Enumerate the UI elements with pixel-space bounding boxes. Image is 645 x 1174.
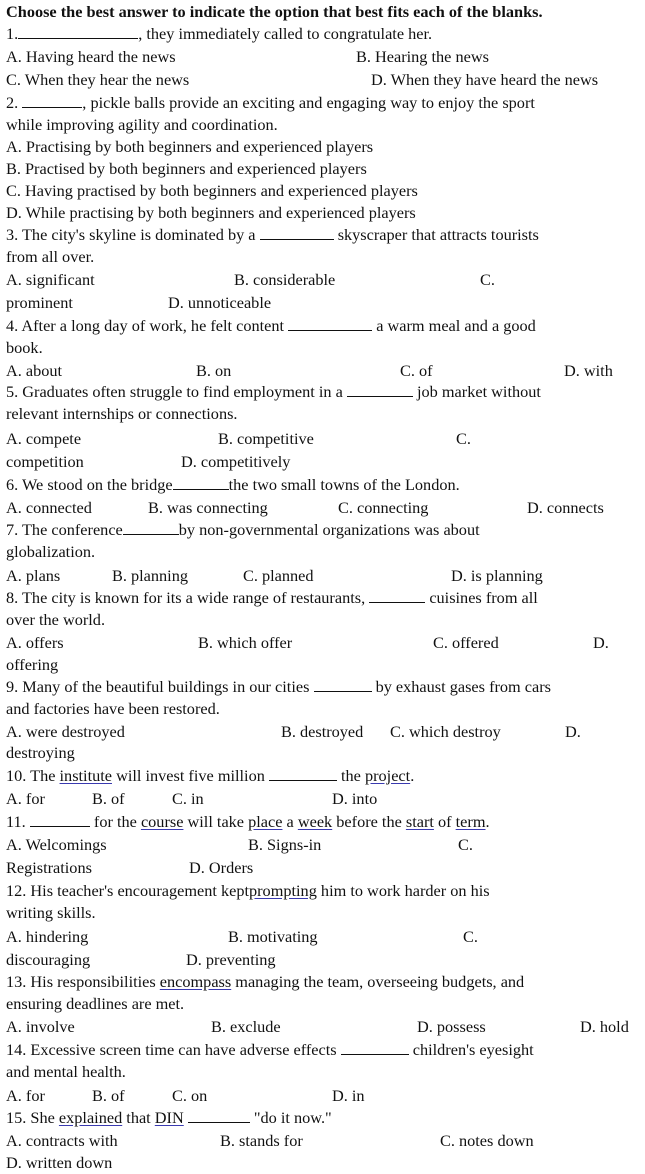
q12-link-prompting[interactable]: prompting: [249, 881, 317, 900]
q12-options-row-1: [6, 926, 645, 948]
q3-option-d[interactable]: D. unnoticeable: [168, 293, 272, 312]
q12-text-line-2: [6, 902, 645, 924]
q8-option-d-text[interactable]: offering: [6, 655, 59, 674]
q9-option-b[interactable]: B. destroyed: [281, 722, 364, 741]
q4-option-a[interactable]: A. about: [6, 361, 63, 380]
q9-option-a[interactable]: A. were destroyed: [6, 722, 125, 741]
q14-text-continued: and mental health.: [6, 1062, 126, 1081]
q3-option-c-text[interactable]: prominent: [6, 293, 73, 312]
q6-option-b[interactable]: B. was connecting: [148, 498, 268, 517]
q10-option-b[interactable]: B. of: [92, 789, 125, 808]
q12-text-continued: writing skills.: [6, 903, 96, 922]
q8-option-b[interactable]: B. which offer: [198, 633, 293, 652]
q3-text-end: skyscraper that attracts tourists: [337, 225, 539, 244]
q6-text: 6. We stood on the bridge: [6, 475, 173, 494]
q15-link-explained[interactable]: explained: [58, 1108, 123, 1127]
q3-option-c[interactable]: C.: [480, 270, 495, 289]
q6-blank[interactable]: [173, 475, 229, 490]
q9-options-row-1: [6, 721, 645, 743]
q2-option-a[interactable]: A. Practising by both beginners and experienced players: [6, 137, 374, 156]
q14-blank[interactable]: [341, 1040, 409, 1055]
q8-text-line-2: [6, 609, 645, 631]
q5-text-line-2: [6, 403, 645, 425]
q15-option-d[interactable]: D. written down: [6, 1153, 113, 1172]
q11-options-row-2: [6, 857, 645, 879]
q13-text-line-2: [6, 993, 645, 1015]
q2-blank[interactable]: [22, 93, 82, 108]
q11-period: .: [485, 812, 490, 831]
question-4: [6, 315, 645, 337]
q12-text: 12. His teacher's encouragement kept: [6, 881, 249, 900]
q11-number: 11.: [6, 812, 26, 831]
q15-option-c[interactable]: C. notes down: [440, 1131, 534, 1150]
q14-option-c[interactable]: C. on: [172, 1086, 208, 1105]
q10-option-d[interactable]: D. into: [332, 789, 378, 808]
q7-blank[interactable]: [123, 520, 179, 535]
question-15: [6, 1107, 645, 1129]
q9-option-d-text[interactable]: destroying: [6, 743, 75, 762]
q5-blank[interactable]: [347, 382, 413, 397]
q2-option-a-row: [6, 136, 645, 158]
q7-text-line-2: [6, 541, 645, 563]
q3-text-line-2: [6, 246, 645, 268]
question-7: [6, 519, 645, 541]
q2-option-c-row: [6, 180, 645, 202]
q6-options: [6, 497, 645, 519]
q4-options: [6, 360, 645, 382]
q15-options-row-2: [6, 1152, 645, 1174]
question-2: [6, 92, 645, 114]
q7-option-a[interactable]: A. plans: [6, 566, 61, 585]
q14-text-line-2: [6, 1061, 645, 1083]
q1-option-c[interactable]: C. When they hear the news: [6, 70, 190, 89]
question-1: [6, 23, 645, 45]
q5-text-continued: relevant internships or connections.: [6, 404, 238, 423]
q8-options-row-1: [6, 632, 645, 654]
q11-option-b[interactable]: B. Signs-in: [248, 835, 322, 854]
q5-option-d[interactable]: D. competitively: [181, 452, 291, 471]
q15-text: 15. She: [6, 1108, 55, 1127]
question-10: [6, 765, 645, 787]
q11-options-row-1: [6, 834, 645, 856]
q5-option-c-text[interactable]: competition: [6, 452, 84, 471]
q11-text-3: a: [286, 812, 294, 831]
q1-options-row-1: [6, 46, 645, 68]
q6-option-d[interactable]: D. connects: [527, 498, 604, 517]
q7-options: [6, 565, 645, 587]
q15-link-din[interactable]: DIN: [154, 1108, 184, 1127]
q1-blank[interactable]: [18, 24, 138, 39]
q10-option-c[interactable]: C. in: [172, 789, 204, 808]
q13-link-encompass[interactable]: encompass: [159, 972, 232, 991]
q7-text-end: by non-governmental organizations was about: [178, 520, 480, 539]
q4-blank[interactable]: [288, 316, 372, 331]
q11-text: for the: [93, 812, 137, 831]
q9-text-line-2: [6, 698, 645, 720]
q5-text: 5. Graduates often struggle to find employment in a: [6, 382, 343, 401]
q11-option-d[interactable]: D. Orders: [189, 858, 254, 877]
q14-text: 14. Excessive screen time can have adverse effects: [6, 1040, 337, 1059]
question-13: [6, 971, 645, 993]
q12-option-b[interactable]: B. motivating: [228, 927, 318, 946]
question-6: [6, 474, 645, 496]
q12-option-c-text[interactable]: discouraging: [6, 950, 91, 969]
q8-text: 8. The city is known for its a wide range of restaurants,: [6, 588, 366, 607]
q13-options: [6, 1016, 645, 1038]
q15-option-a[interactable]: A. contracts with: [6, 1131, 118, 1150]
q13-text-continued: ensuring deadlines are met.: [6, 994, 185, 1013]
q10-blank[interactable]: [269, 766, 337, 781]
q8-option-c[interactable]: C. offered: [433, 633, 499, 652]
q11-text-2: will take: [187, 812, 245, 831]
q3-text-continued: from all over.: [6, 247, 95, 266]
q11-link-course[interactable]: course: [140, 812, 184, 831]
q3-option-b[interactable]: B. considerable: [234, 270, 336, 289]
q4-text-line-2: [6, 337, 645, 359]
q9-option-d[interactable]: D.: [565, 722, 581, 741]
q4-option-b[interactable]: B. on: [196, 361, 232, 380]
q2-option-b-row: [6, 158, 645, 180]
q7-option-c[interactable]: C. planned: [243, 566, 314, 585]
q5-option-b[interactable]: B. competitive: [218, 429, 314, 448]
q2-number: 2.: [6, 93, 19, 112]
q2-option-d[interactable]: D. While practising by both beginners and experienced players: [6, 203, 416, 222]
q2-text: , pickle balls provide an exciting and engaging way to enjoy the sport: [82, 93, 535, 112]
question-14: [6, 1039, 645, 1061]
question-11: [6, 811, 645, 833]
q5-option-c[interactable]: C.: [456, 429, 471, 448]
q7-text-continued: globalization.: [6, 542, 96, 561]
q8-option-d[interactable]: D.: [593, 633, 609, 652]
q13-text: 13. His responsibilities: [6, 972, 156, 991]
q5-option-a[interactable]: A. compete: [6, 429, 82, 448]
q13-text-end: managing the team, overseeing budgets, and: [235, 972, 525, 991]
q2-text-continued: while improving agility and coordination.: [6, 115, 278, 134]
q5-options-row-2: [6, 451, 645, 473]
q6-option-a[interactable]: A. connected: [6, 498, 92, 517]
q2-option-b[interactable]: B. Practised by both beginners and experienced players: [6, 159, 367, 178]
q14-option-b[interactable]: B. of: [92, 1086, 125, 1105]
q6-text-end: the two small towns of the London.: [228, 475, 460, 494]
q3-options-row-1: [6, 269, 645, 291]
q14-text-end: children's eyesight: [412, 1040, 534, 1059]
q4-text-end: a warm meal and a good: [376, 316, 536, 335]
q7-option-b[interactable]: B. planning: [112, 566, 188, 585]
question-8: [6, 587, 645, 609]
q3-options-row-2: [6, 292, 645, 314]
q7-option-d[interactable]: D. is planning: [451, 566, 543, 585]
question-5: [6, 381, 645, 403]
q12-option-c[interactable]: C.: [463, 927, 478, 946]
question-12: [6, 880, 645, 902]
q12-option-a[interactable]: A. hindering: [6, 927, 89, 946]
q14-options: [6, 1085, 645, 1107]
q1-option-d[interactable]: D. When they have heard the news: [371, 70, 599, 89]
q10-text-after: the: [341, 766, 361, 785]
q11-option-a[interactable]: A. Welcomings: [6, 835, 107, 854]
q8-text-end: cuisines from all: [429, 588, 538, 607]
q12-text-end: him to work harder on his: [320, 881, 490, 900]
q1-number: 1.: [6, 24, 19, 43]
q10-link-institute[interactable]: institute: [59, 766, 112, 785]
q2-option-c[interactable]: C. Having practised by both beginners and experienced players: [6, 181, 418, 200]
q10-text-mid: will invest five million: [116, 766, 265, 785]
q14-option-d[interactable]: D. in: [332, 1086, 365, 1105]
q4-text-continued: book.: [6, 338, 43, 357]
q9-text-end: by exhaust gases from cars: [375, 677, 551, 696]
question-3: [6, 224, 645, 246]
q13-option-d[interactable]: D. possess: [417, 1017, 486, 1036]
q6-option-c[interactable]: C. connecting: [338, 498, 429, 517]
q11-link-week[interactable]: week: [297, 812, 333, 831]
q11-link-term[interactable]: term: [455, 812, 486, 831]
q13-option-a[interactable]: A. involve: [6, 1017, 75, 1036]
q9-text-continued: and factories have been restored.: [6, 699, 220, 718]
q1-options-row-2: [6, 69, 645, 91]
q12-option-d[interactable]: D. preventing: [186, 950, 276, 969]
q7-text: 7. The conference: [6, 520, 123, 539]
q9-blank[interactable]: [314, 677, 372, 692]
q3-option-a[interactable]: A. significant: [6, 270, 95, 289]
q9-options-row-2: [6, 742, 645, 764]
q8-options-row-2: [6, 654, 645, 676]
q5-options-row-1: [6, 428, 645, 450]
q11-option-c-text[interactable]: Registrations: [6, 858, 92, 877]
q2-option-d-row: [6, 202, 645, 224]
q4-option-c[interactable]: C. of: [400, 361, 433, 380]
q4-text: 4. After a long day of work, he felt content: [6, 316, 285, 335]
q12-options-row-2: [6, 949, 645, 971]
q10-link-project[interactable]: project: [364, 766, 411, 785]
q15-text-2: that: [126, 1108, 151, 1127]
q11-text-5: of: [438, 812, 452, 831]
instruction-text: Choose the best answer to indicate the option that best fits each of the blanks.: [6, 2, 543, 21]
q15-text-end: "do it now.": [253, 1108, 332, 1127]
q15-option-b[interactable]: B. stands for: [220, 1131, 303, 1150]
q3-blank[interactable]: [260, 225, 334, 240]
q8-blank[interactable]: [369, 588, 425, 603]
q11-text-4: before the: [336, 812, 402, 831]
q15-blank[interactable]: [188, 1108, 250, 1123]
q11-link-place[interactable]: place: [248, 812, 283, 831]
q2-text-line-2: [6, 114, 645, 136]
q10-option-a[interactable]: A. for: [6, 789, 45, 808]
q11-blank[interactable]: [30, 812, 90, 827]
q11-option-c[interactable]: C.: [458, 835, 473, 854]
q11-link-start[interactable]: start: [405, 812, 434, 831]
q9-option-c[interactable]: C. which destroy: [390, 722, 501, 741]
q5-text-end: job market without: [417, 382, 541, 401]
question-9: [6, 676, 645, 698]
q14-option-a[interactable]: A. for: [6, 1086, 45, 1105]
q4-option-d[interactable]: D. with: [564, 361, 613, 380]
q13-option-d-hold[interactable]: D. hold: [580, 1017, 629, 1036]
q1-option-a[interactable]: A. Having heard the news: [6, 47, 176, 66]
q13-option-b[interactable]: B. exclude: [211, 1017, 281, 1036]
q10-options: [6, 788, 645, 810]
q1-text: , they immediately called to congratulate her.: [138, 24, 433, 43]
q15-options-row-1: [6, 1130, 645, 1152]
q10-period: .: [410, 766, 415, 785]
instruction: [6, 1, 645, 23]
q8-text-continued: over the world.: [6, 610, 106, 629]
q1-option-b[interactable]: B. Hearing the news: [356, 47, 489, 66]
q10-text: 10. The: [6, 766, 56, 785]
q3-text: 3. The city's skyline is dominated by a: [6, 225, 256, 244]
q9-text: 9. Many of the beautiful buildings in our cities: [6, 677, 310, 696]
q8-option-a[interactable]: A. offers: [6, 633, 64, 652]
